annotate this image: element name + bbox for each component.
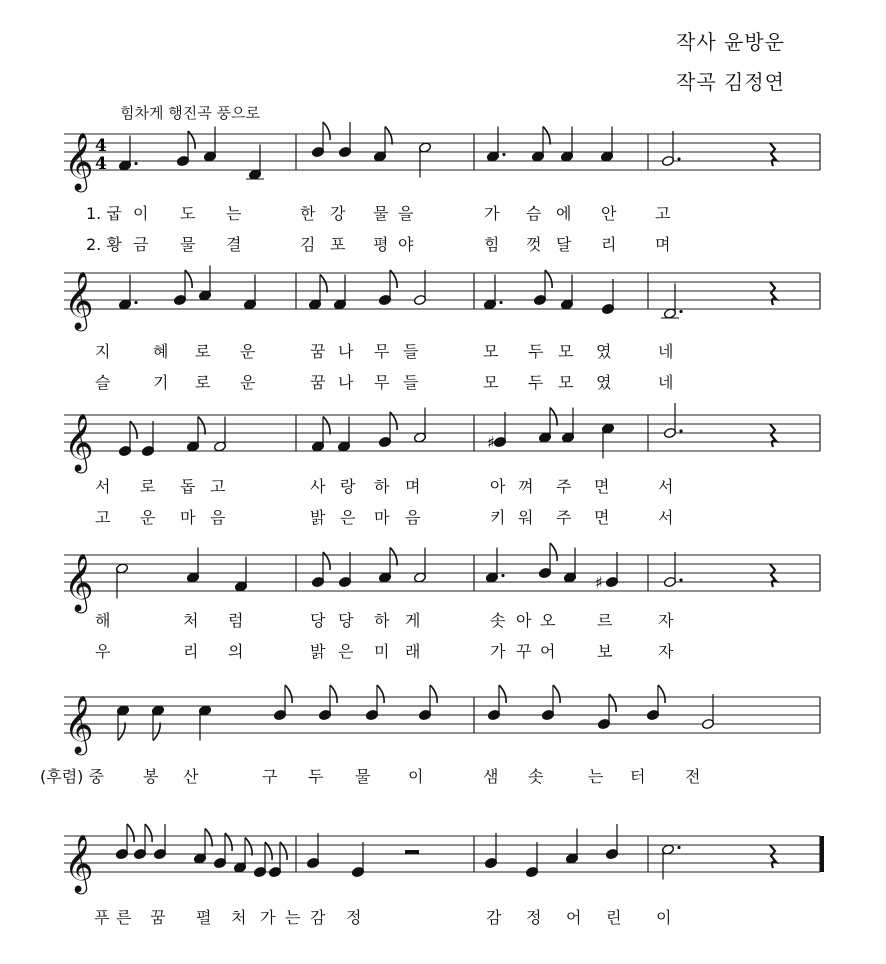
lyric-syllable: 모 <box>558 373 574 392</box>
lyric-syllable: 푸 <box>94 908 110 927</box>
lyric-syllable: 돕 <box>180 477 196 496</box>
lyric-syllable: 고 <box>210 477 226 496</box>
lyric-syllable: 는 <box>588 767 604 786</box>
lyric-syllable: 물 <box>180 235 196 254</box>
quarter-rest-icon <box>770 424 776 447</box>
lyric-syllable: 감 <box>310 908 326 927</box>
note-flag <box>385 127 392 145</box>
lyric-syllable: 로 <box>195 373 211 392</box>
lyric-syllable: 들 <box>403 373 419 392</box>
lyric-syllable: 음 <box>405 508 421 527</box>
lyric-syllable: 정 <box>526 908 542 927</box>
note-flag <box>323 122 330 140</box>
lyric-syllable: 보 <box>597 642 613 661</box>
lyric-syllable: 하 <box>374 611 390 630</box>
lyric-line <box>0 505 886 527</box>
lyric-syllable: 모 <box>483 342 499 361</box>
lyric-syllable: 혜 <box>153 342 169 361</box>
sharp-icon: ♯ <box>595 573 603 592</box>
lyric-syllable: 지 <box>95 342 111 361</box>
lyric-syllable: 키 <box>490 508 506 527</box>
lyric-syllable: 당 <box>310 611 326 630</box>
lyric-syllable: 꿈 <box>310 373 326 392</box>
lyric-syllable: 껴 <box>518 477 534 496</box>
note-flag <box>550 543 557 561</box>
lyric-syllable: 펼 <box>196 908 212 927</box>
note-flag <box>205 829 212 847</box>
note-flag <box>118 723 125 741</box>
lyric-syllable: 이 <box>656 908 672 927</box>
lyric-syllable: 은 <box>340 508 356 527</box>
lyric-syllable: 강 <box>330 204 346 223</box>
lyric-syllable: 을 <box>398 204 414 223</box>
lyric-syllable: 가 <box>484 204 500 223</box>
note-flag <box>145 824 152 842</box>
lyric-syllable: 가 <box>490 642 506 661</box>
lyric-syllable: 워 <box>518 508 534 527</box>
lyric-syllable: 마 <box>180 508 196 527</box>
time-signature-top: 4 <box>95 136 107 156</box>
composer-credit: 작곡 김정연 <box>676 70 785 94</box>
lyric-syllable: 정 <box>346 908 362 927</box>
lyric-syllable: 르 <box>597 611 613 630</box>
lyric-syllable: 오 <box>540 611 556 630</box>
lyric-syllable: 모 <box>483 373 499 392</box>
lyric-syllable: 구 <box>262 767 278 786</box>
lyric-syllable: 두 <box>528 342 544 361</box>
lyric-syllable: 달 <box>556 235 572 254</box>
lyric-syllable: 에 <box>556 204 572 223</box>
lyric-syllable: 물 <box>373 204 389 223</box>
lyric-syllable: 김 <box>300 235 316 254</box>
note-flag <box>323 417 330 435</box>
lyric-line <box>0 639 886 661</box>
lyric-syllable: 자 <box>658 642 674 661</box>
lyric-syllable: 1. 굽 <box>86 204 122 223</box>
treble-clef-icon: 𝄞 <box>64 834 94 892</box>
lyric-syllable: 고 <box>655 204 671 223</box>
lyric-syllable: 2. 황 <box>86 235 122 254</box>
lyric-syllable: 밝 <box>310 508 326 527</box>
tempo-marking: 힘차게 행진곡 풍으로 <box>120 104 260 122</box>
quarter-rest-icon <box>770 282 776 305</box>
note-flag <box>553 685 560 703</box>
lyric-syllable: 음 <box>210 508 226 527</box>
treble-clef-icon: 𝄞 <box>64 695 94 753</box>
lyric-syllable: 운 <box>140 508 156 527</box>
lyric-syllable: 이 <box>133 204 149 223</box>
lyric-syllable: 산 <box>183 767 199 786</box>
lyric-syllable: 로 <box>140 477 156 496</box>
lyric-syllable: 은 <box>338 642 354 661</box>
lyric-syllable: 네 <box>658 342 674 361</box>
lyric-syllable: 무 <box>374 342 390 361</box>
lyric-syllable: 샘 <box>483 767 499 786</box>
lyric-line <box>0 608 886 630</box>
lyric-syllable: 주 <box>556 477 572 496</box>
note-flag <box>377 685 384 703</box>
note-flag <box>550 408 557 426</box>
note-flag <box>198 417 205 435</box>
note-dot <box>134 162 137 165</box>
lyric-syllable: 힘 <box>484 235 500 254</box>
note-flag <box>390 548 397 566</box>
note-dot <box>501 574 504 577</box>
lyric-syllable: 의 <box>228 642 244 661</box>
lyric-syllable: 결 <box>226 235 242 254</box>
lyric-syllable: 로 <box>195 342 211 361</box>
lyric-syllable: 기 <box>153 373 169 392</box>
half-rest-icon <box>405 850 419 854</box>
lyric-syllable: 서 <box>95 477 111 496</box>
lyric-syllable: 미 <box>374 642 390 661</box>
lyric-syllable: 해 <box>95 611 111 630</box>
lyric-syllable: 였 <box>596 342 612 361</box>
lyric-syllable: 였 <box>596 373 612 392</box>
lyric-syllable: 도 <box>180 204 196 223</box>
lyric-syllable: 무 <box>374 373 390 392</box>
lyric-syllable: 처 <box>183 611 199 630</box>
lyric-syllable: 린 <box>606 908 622 927</box>
lyric-line <box>0 764 886 786</box>
lyric-syllable: 하 <box>374 477 390 496</box>
lyric-syllable: 자 <box>658 611 674 630</box>
lyric-syllable: 껏 <box>526 235 542 254</box>
lyric-syllable: 꾸 <box>516 642 532 661</box>
lyric-syllable: 이 <box>408 767 424 786</box>
lyric-syllable: 솟 <box>528 767 544 786</box>
lyric-syllable: 슬 <box>95 373 111 392</box>
note-flag <box>330 685 337 703</box>
lyric-syllable: 는 <box>226 204 242 223</box>
lyric-syllable: 며 <box>405 477 421 496</box>
lyric-syllable: 봉 <box>143 767 159 786</box>
note-dot <box>499 301 502 304</box>
lyric-syllable: 랑 <box>340 477 356 496</box>
lyric-syllable: 두 <box>528 373 544 392</box>
lyric-syllable: 면 <box>594 508 610 527</box>
lyric-syllable: 서 <box>658 477 674 496</box>
lyric-syllable: 당 <box>338 611 354 630</box>
lyric-syllable: 아 <box>516 611 532 630</box>
lyric-syllable: 포 <box>330 235 346 254</box>
treble-clef-icon: 𝄞 <box>64 413 94 471</box>
note-flag <box>543 127 550 145</box>
treble-clef-icon: 𝄞 <box>64 132 94 190</box>
note-flag <box>499 685 506 703</box>
lyric-syllable: 모 <box>558 342 574 361</box>
note-flag <box>153 723 160 741</box>
lyric-syllable: 평 <box>373 235 389 254</box>
lyric-syllable: 솟 <box>490 611 506 630</box>
lyric-syllable: 전 <box>685 767 701 786</box>
treble-clef-icon: 𝄞 <box>64 271 94 329</box>
note-flag <box>320 275 327 293</box>
lyric-line <box>0 370 886 392</box>
sharp-icon: ♯ <box>487 433 495 452</box>
lyric-syllable: 꿈 <box>310 342 326 361</box>
lyric-syllable: 면 <box>594 477 610 496</box>
lyric-syllable: 가 <box>260 908 276 927</box>
lyric-line <box>0 201 886 223</box>
lyric-syllable: 감 <box>486 908 502 927</box>
note-dot <box>679 429 682 432</box>
note-flag <box>430 685 437 703</box>
treble-clef-icon: 𝄞 <box>64 553 94 611</box>
lyric-syllable: 마 <box>374 508 390 527</box>
lyric-line <box>0 232 886 254</box>
lyric-syllable: 리 <box>183 642 199 661</box>
lyric-syllable: 네 <box>658 373 674 392</box>
lyric-syllable: 른 <box>116 908 132 927</box>
note-flag <box>658 685 665 703</box>
lyric-syllable: 어 <box>540 642 556 661</box>
quarter-rest-icon <box>770 564 776 587</box>
lyric-syllable: 슴 <box>526 204 542 223</box>
lyric-syllable: 고 <box>95 508 111 527</box>
note-dot <box>502 153 505 156</box>
lyric-syllable: 물 <box>355 767 371 786</box>
lyric-line <box>0 905 886 927</box>
lyric-syllable: 야 <box>398 235 414 254</box>
lyric-syllable: 주 <box>556 508 572 527</box>
lyric-line <box>0 474 886 496</box>
lyric-line <box>0 339 886 361</box>
note-dot <box>677 157 680 160</box>
lyric-syllable: (후렴) 중 <box>40 767 104 786</box>
lyric-syllable: 나 <box>338 342 354 361</box>
lyric-syllable: 는 <box>285 908 301 927</box>
lyric-syllable: 금 <box>133 235 149 254</box>
note-flag <box>127 824 134 842</box>
note-dot <box>677 846 680 849</box>
lyric-syllable: 운 <box>240 342 256 361</box>
lyric-syllable: 한 <box>300 204 316 223</box>
note-flag <box>245 838 252 856</box>
lyric-syllable: 리 <box>601 235 617 254</box>
lyric-syllable: 안 <box>601 204 617 223</box>
note-flag <box>285 685 292 703</box>
lyric-syllable: 럼 <box>228 611 244 630</box>
lyric-syllable: 서 <box>658 508 674 527</box>
lyric-syllable: 게 <box>405 611 421 630</box>
time-signature-bottom: 4 <box>95 154 107 174</box>
lyric-syllable: 처 <box>231 908 247 927</box>
lyric-syllable: 어 <box>566 908 582 927</box>
lyric-syllable: 며 <box>655 235 671 254</box>
lyric-syllable: 나 <box>338 373 354 392</box>
quarter-rest-icon <box>770 143 776 166</box>
note-dot <box>679 578 682 581</box>
note-dot <box>679 310 682 313</box>
lyric-syllable: 우 <box>95 642 111 661</box>
lyric-syllable: 두 <box>308 767 324 786</box>
lyric-syllable: 들 <box>403 342 419 361</box>
lyric-syllable: 래 <box>405 642 421 661</box>
quarter-rest-icon <box>770 845 776 868</box>
lyric-syllable: 밝 <box>310 642 326 661</box>
lyric-syllable: 터 <box>630 767 646 786</box>
lyric-syllable: 사 <box>310 477 326 496</box>
lyric-syllable: 운 <box>240 373 256 392</box>
note-dot <box>134 301 137 304</box>
lyric-syllable: 아 <box>490 477 506 496</box>
lyric-syllable: 꿈 <box>150 908 166 927</box>
lyricist-credit: 작사 윤방운 <box>676 30 785 54</box>
